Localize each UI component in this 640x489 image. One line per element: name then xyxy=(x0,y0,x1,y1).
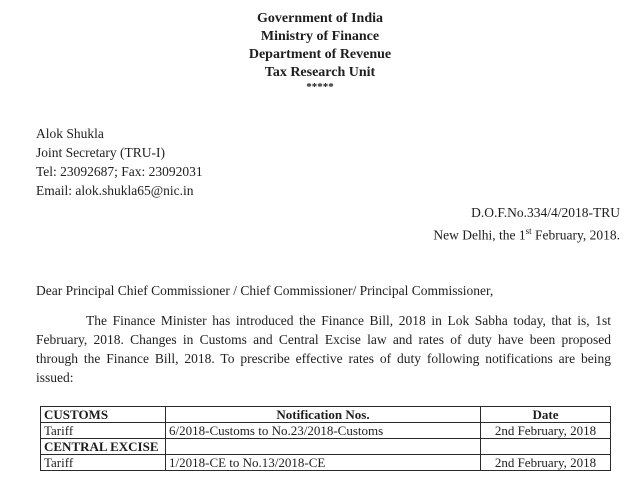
notifications-table xyxy=(40,406,611,471)
table-cell-notification: 6/2018-Customs to No.23/2018-Customs xyxy=(166,423,481,439)
sender-phone: Tel: 23092687; Fax: 23092031 xyxy=(36,164,203,179)
table-section-central-excise: CENTRAL EXCISE xyxy=(41,439,166,455)
reference-date xyxy=(433,222,620,245)
table-header-row xyxy=(41,407,611,423)
table-cell-type: Tariff xyxy=(41,455,166,471)
table-header-date: Date xyxy=(481,407,611,423)
table-row xyxy=(41,423,611,439)
letterhead-government: Government of India xyxy=(257,11,383,26)
reference-number: D.O.F.No.334/4/2018-TRU xyxy=(471,205,620,220)
table-cell-date: 2nd February, 2018 xyxy=(481,455,611,471)
salutation: Dear Principal Chief Commissioner / Chief Commissioner/ Principal Commissioner, xyxy=(36,283,494,298)
table-cell-empty xyxy=(481,439,611,455)
reference-date-prefix: New Delhi, the 1 xyxy=(433,227,526,243)
letterhead-ministry: Ministry of Finance xyxy=(260,29,380,44)
table-cell-empty xyxy=(166,439,481,455)
reference-date-sup: st xyxy=(525,226,532,236)
table-cell-type: Tariff xyxy=(41,423,166,439)
reference-date-suffix: February, 2018. xyxy=(531,227,620,243)
sender-name: Alok Shukla xyxy=(36,126,104,141)
sender-designation: Joint Secretary (TRU-I) xyxy=(36,145,165,160)
table-header-notification: Notification Nos. xyxy=(166,407,481,423)
letterhead-department: Department of Revenue xyxy=(248,47,392,62)
letterhead-stars: ***** xyxy=(306,81,334,93)
table-cell-notification: 1/2018-CE to No.13/2018-CE xyxy=(166,455,481,471)
letterhead-unit: Tax Research Unit xyxy=(264,65,376,80)
body-paragraph: The Finance Minister has introduced the Finance Bill, 2018 in Lok Sabha today, that is, 1st February, 2018. Changes in Customs and Central Excise law and rates of duty have been proposed through the Finance Bill, 2018. To prescribe effective rates of duty following notifications are being issued: xyxy=(36,313,611,385)
sender-block xyxy=(36,124,203,200)
sender-email: Email: alok.shukla65@nic.in xyxy=(36,183,194,198)
table-row xyxy=(41,455,611,471)
table-header-customs: CUSTOMS xyxy=(41,407,166,423)
letterhead xyxy=(0,10,640,92)
reference-block xyxy=(433,203,620,245)
table-cell-date: 2nd February, 2018 xyxy=(481,423,611,439)
table-section-row xyxy=(41,439,611,455)
